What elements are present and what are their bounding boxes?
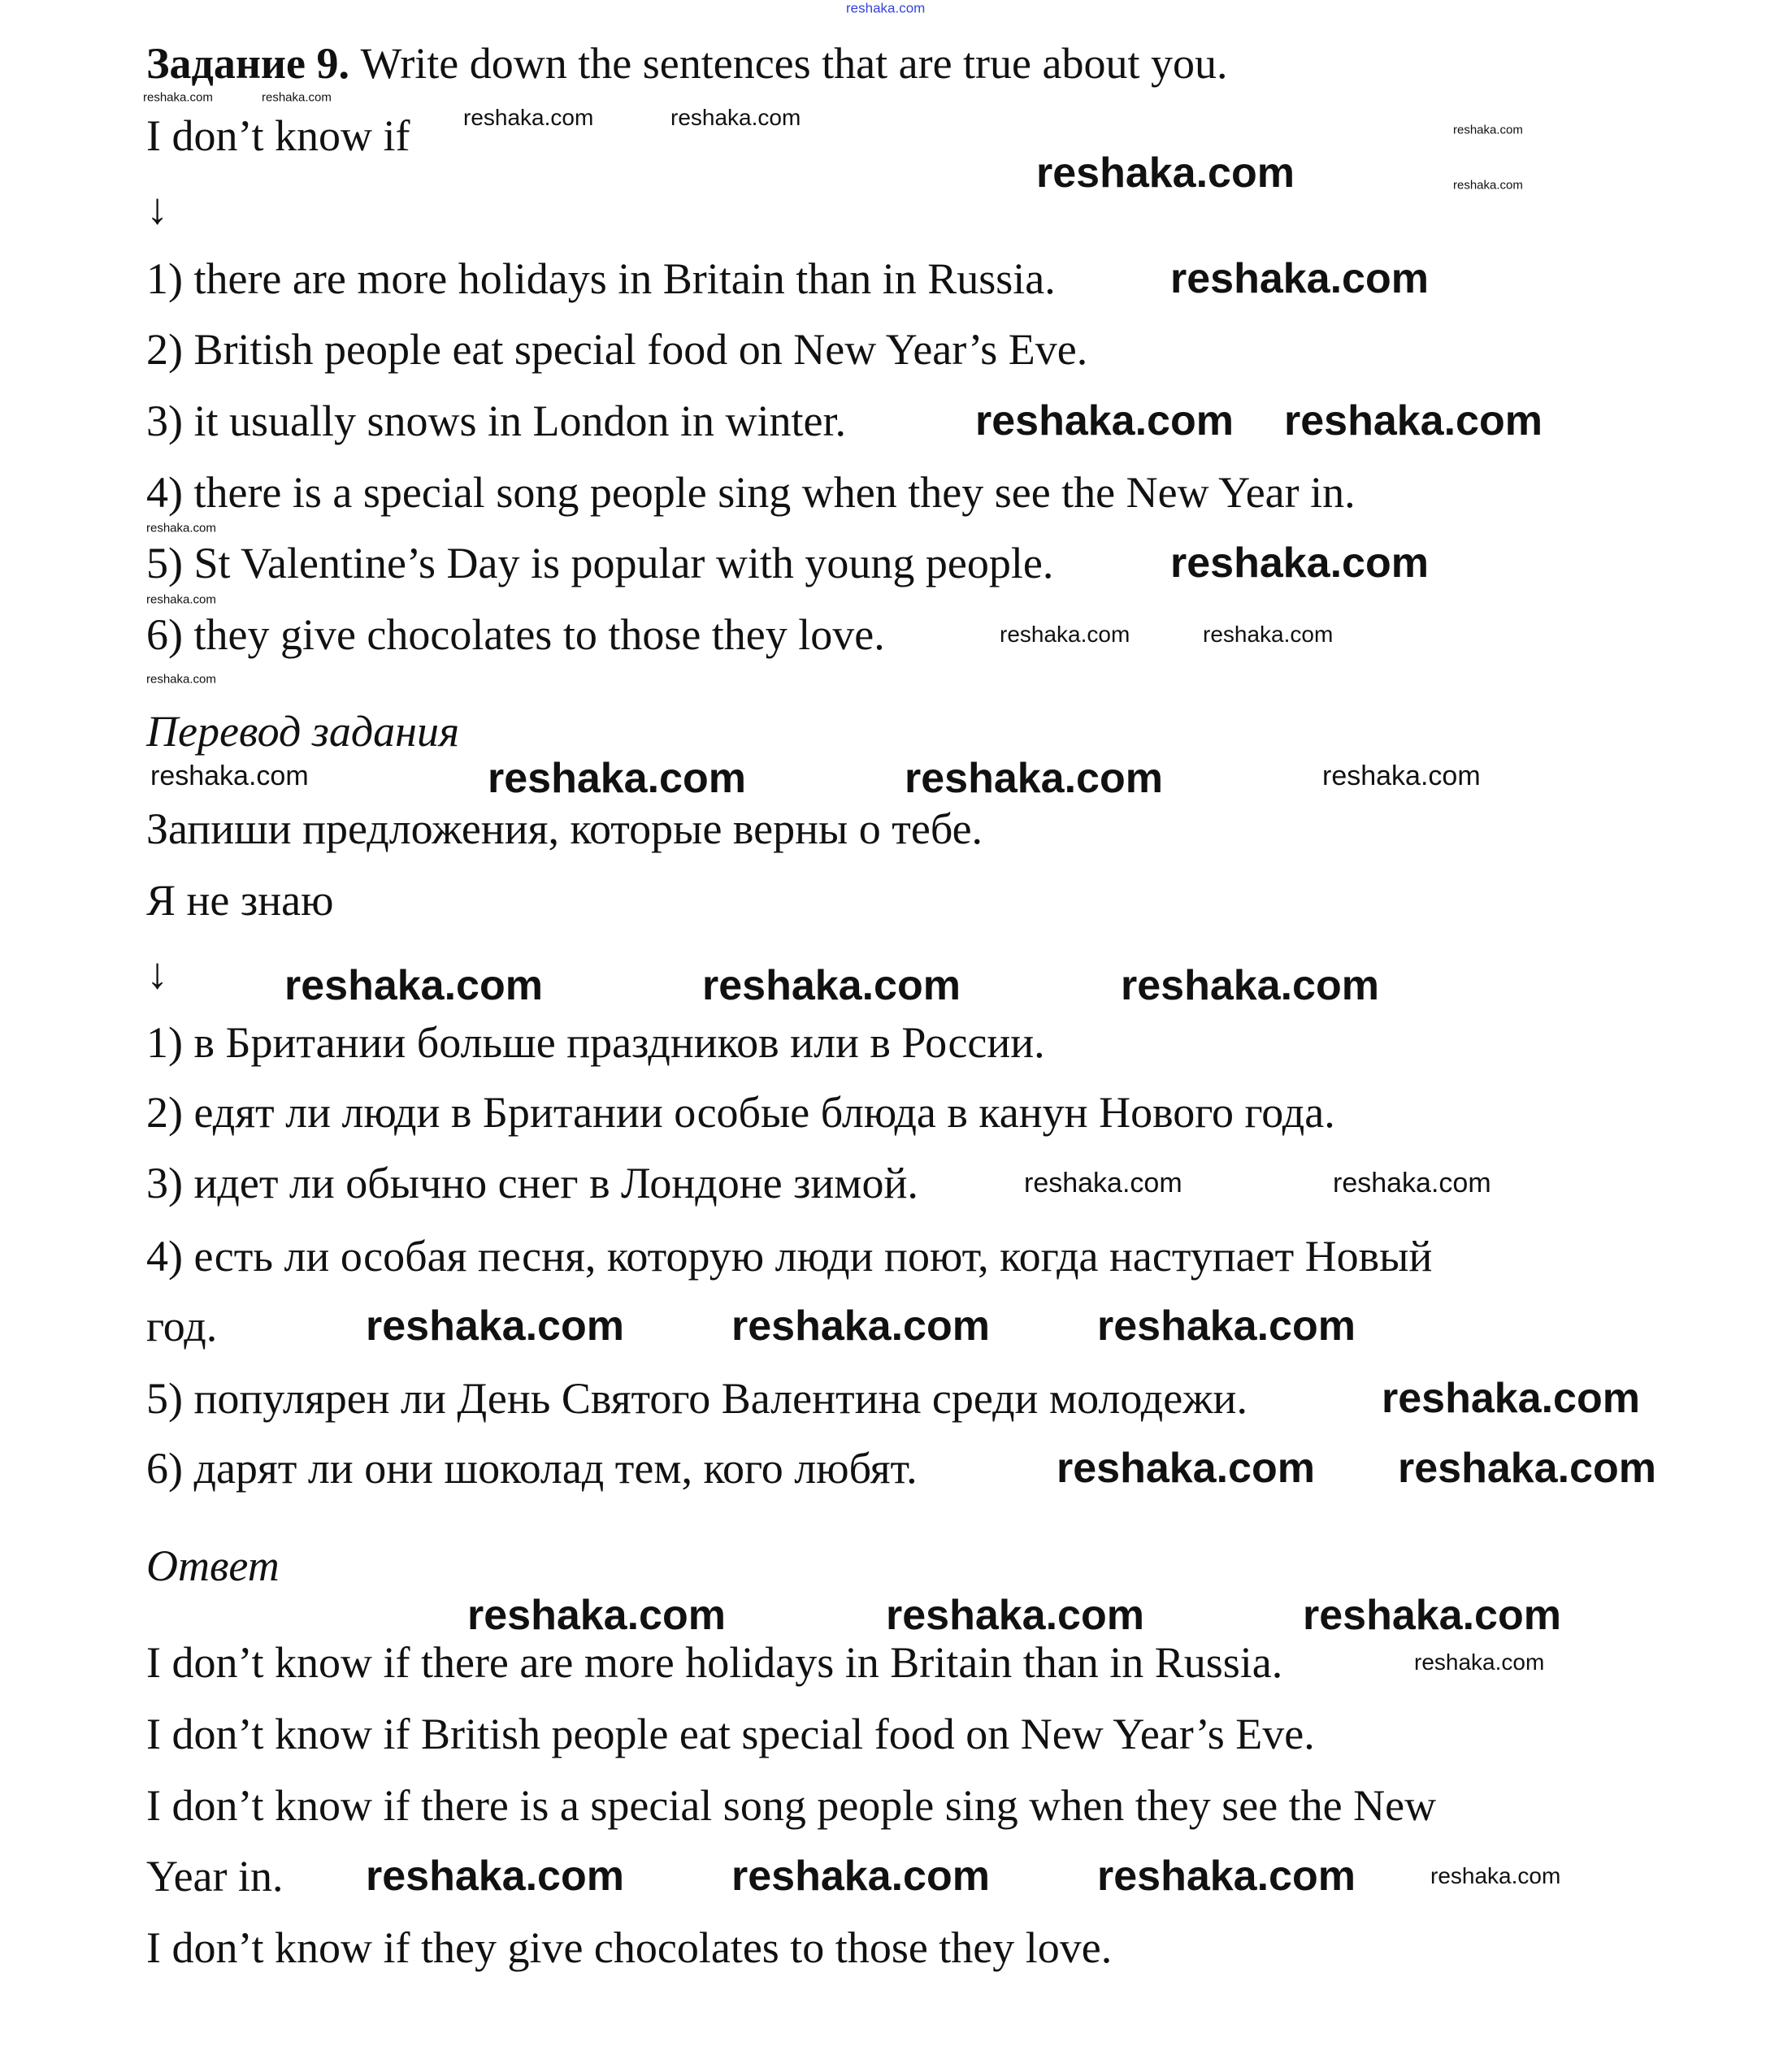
watermark: reshaka.com: [1097, 1853, 1356, 1900]
watermark: reshaka.com: [670, 105, 801, 130]
translation-lead: Я не знаю: [146, 876, 334, 925]
task-instruction: Write down the sentences that are true about you.: [360, 39, 1228, 88]
translation-item: год.: [146, 1302, 218, 1350]
watermark: reshaka.com: [146, 672, 216, 687]
watermark: reshaka.com: [467, 1592, 726, 1639]
watermark: reshaka.com: [1398, 1445, 1656, 1492]
task-item: 3) it usually snows in London in winter.: [146, 397, 846, 445]
task-lead: I don’t know if: [146, 111, 410, 160]
watermark: reshaka.com: [150, 761, 309, 791]
watermark: reshaka.com: [1453, 178, 1523, 193]
task-item: 4) there is a special song people sing when they see the New Year in.: [146, 468, 1356, 517]
watermark: reshaka.com: [143, 90, 213, 105]
watermark: reshaka.com: [975, 397, 1234, 444]
watermark: reshaka.com: [366, 1303, 624, 1350]
translation-item: 2) едят ли люди в Британии особые блюда в канун Нового года.: [146, 1088, 1335, 1137]
task-item: 6) they give chocolates to those they love.: [146, 610, 885, 659]
watermark: reshaka.com: [905, 755, 1163, 802]
watermark: reshaka.com: [146, 521, 216, 535]
watermark: reshaka.com: [1170, 255, 1429, 302]
watermark: reshaka.com: [463, 105, 594, 130]
watermark: reshaka.com: [1333, 1168, 1491, 1199]
translation-item: 3) идет ли обычно снег в Лондоне зимой.: [146, 1159, 918, 1207]
watermark: reshaka.com: [1203, 622, 1334, 647]
watermark: reshaka.com: [1000, 622, 1130, 647]
down-arrow-icon: ↓: [146, 949, 168, 998]
watermark: reshaka.com: [886, 1592, 1144, 1639]
watermark: reshaka.com: [1284, 397, 1543, 444]
translation-item: 4) есть ли особая песня, которую люди поют, когда наступает Новый: [146, 1232, 1433, 1281]
watermark: reshaka.com: [1057, 1445, 1315, 1492]
watermark: reshaka.com: [1097, 1303, 1356, 1350]
watermark: reshaka.com: [731, 1303, 990, 1350]
answer-line: I don’t know if there is a special song people sing when they see the New: [146, 1781, 1437, 1830]
watermark: reshaka.com: [1036, 150, 1295, 197]
watermark: reshaka.com: [1303, 1592, 1561, 1639]
watermark: reshaka.com: [1430, 1863, 1561, 1888]
answer-heading: Ответ: [146, 1541, 280, 1590]
translation-instruction: Запиши предложения, которые верны о тебе.: [146, 804, 983, 853]
watermark: reshaka.com: [1121, 962, 1379, 1009]
watermark: reshaka.com: [262, 90, 332, 105]
watermark: reshaka.com: [1170, 540, 1429, 587]
translation-item: 1) в Британии больше праздников или в России.: [146, 1018, 1045, 1067]
watermark: reshaka.com: [1453, 123, 1523, 137]
translation-item: 5) популярен ли День Святого Валентина среди молодежи.: [146, 1374, 1247, 1423]
down-arrow-icon: ↓: [146, 184, 168, 233]
translation-item: 6) дарят ли они шоколад тем, кого любят.: [146, 1444, 918, 1493]
watermark: reshaka.com: [146, 592, 216, 607]
watermark: reshaka.com: [1414, 1649, 1545, 1675]
translation-heading: Перевод задания: [146, 707, 460, 756]
answer-line: I don’t know if there are more holidays in Britain than in Russia.: [146, 1638, 1283, 1687]
task-title: [146, 39, 1228, 88]
watermark: reshaka.com: [846, 0, 926, 16]
watermark: reshaka.com: [1024, 1168, 1182, 1199]
watermark: reshaka.com: [1322, 761, 1481, 791]
answer-line: I don’t know if British people eat special food on New Year’s Eve.: [146, 1710, 1315, 1758]
task-item: 1) there are more holidays in Britain than in Russia.: [146, 254, 1056, 303]
watermark: reshaka.com: [731, 1853, 990, 1900]
watermark: reshaka.com: [702, 962, 961, 1009]
task-label: Задание 9.: [146, 39, 350, 88]
answer-line: Year in.: [146, 1852, 284, 1901]
watermark: reshaka.com: [366, 1853, 624, 1900]
task-item: 5) St Valentine’s Day is popular with young people.: [146, 539, 1054, 587]
watermark: reshaka.com: [488, 755, 746, 802]
answer-line: I don’t know if they give chocolates to those they love.: [146, 1923, 1113, 1972]
watermark: reshaka.com: [284, 962, 543, 1009]
watermark: reshaka.com: [1382, 1375, 1640, 1422]
task-item: 2) British people eat special food on New Year’s Eve.: [146, 325, 1088, 374]
